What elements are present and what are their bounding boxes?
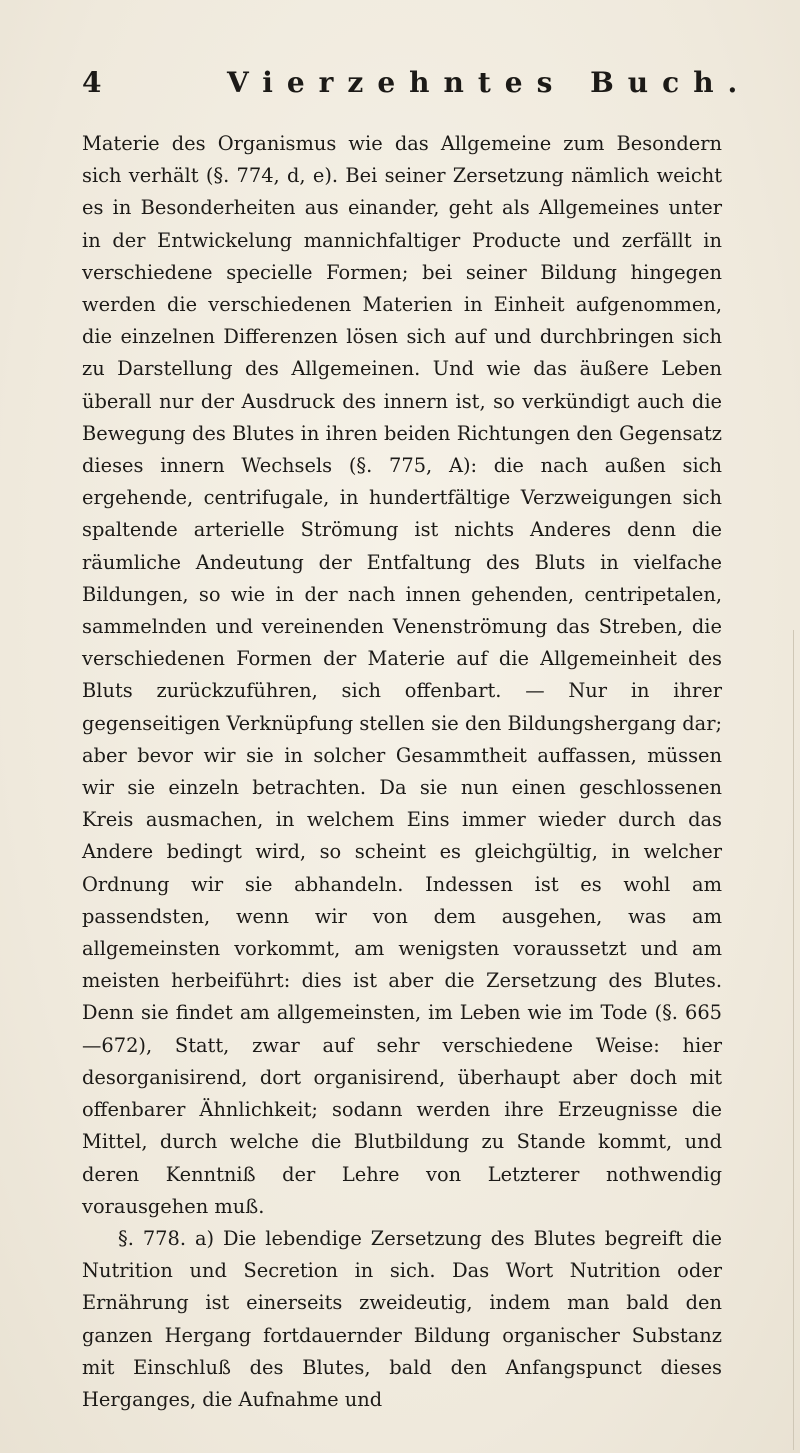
page-edge-line (793, 630, 794, 1450)
page-number: 4 (82, 66, 102, 99)
paragraph: Materie des Organismus wie das Allgemeine zum Besondern sich verhält (§. 774, d, e). Bei seiner Zersetzung nämlich weicht es in Besonderheiten aus einander, geht als Allgemeines unter in der Entwickelung mannichfaltiger Producte und zerfällt in verschiedene specielle Formen; bei seiner Bildung hingegen werden die verschiedenen Materien in Einheit aufgenommen, die einzelnen Differenzen lösen sich auf und durchbringen sich zu Darstellung des Allgemeinen. Und wie das äußere Leben überall nur der Ausdruck des innern ist, so verkündigt auch die Bewegung des Blutes in ihren beiden Richtungen den Gegensatz dieses innern Wechsels (§. 775, A): die nach außen sich ergehende, centrifugale, in hundertfältige Verzweigungen sich spaltende arterielle Strömung ist nichts Anderes denn die räumliche Andeutung der Entfaltung des Bluts in vielfache Bildungen, so wie in der nach innen gehenden, centripetalen, sammelnden und vereinenden Venenströmung das Streben, die verschiedenen Formen der Materie auf die Allgemeinheit des Bluts zurückzuführen, sich offenbart. — Nur in ihrer gegenseitigen Verknüpfung stellen sie den Bildungshergang dar; aber bevor wir sie in solcher Gesammtheit auffassen, müssen wir sie einzeln betrachten. Da sie nun einen geschlossenen Kreis ausmachen, in welchem Eins immer wieder durch das Andere bedingt wird, so scheint es gleichgültig, in welcher Ordnung wir sie abhandeln. Indessen ist es wohl am passendsten, wenn wir von dem ausgehen, was am allgemeinsten vorkommt, am wenigsten voraussetzt und am meisten herbeiführt: dies ist aber die Zersetzung des Blutes. Denn sie findet am allgemeinsten, im Leben wie im Tode (§. 665—672), Statt, zwar auf sehr verschiedene Weise: hier desorganisirend, dort organisirend, überhaupt aber doch mit offenbarer Ähnlichkeit; sodann werden ihre Erzeugnisse die Mittel, durch welche die Blutbildung zu Stande kommt, und deren Kenntniß der Lehre von Letzterer nothwendig vorausgehen muß. (82, 132, 722, 1218)
body-text (82, 128, 722, 1416)
running-title: Vierzehntes Buch. (227, 66, 752, 99)
page-header (82, 66, 752, 114)
paragraph: §. 778. a) Die lebendige Zersetzung des Blutes begreift die Nutrition und Secretion in sich. Das Wort Nutrition oder Ernährung ist einerseits zweideutig, indem man bald den ganzen Hergang fortdauernder Bildung organischer Substanz mit Einschluß des Blutes, bald den Anfangspunct dieses Herganges, die Aufnahme und (82, 1226, 722, 1411)
